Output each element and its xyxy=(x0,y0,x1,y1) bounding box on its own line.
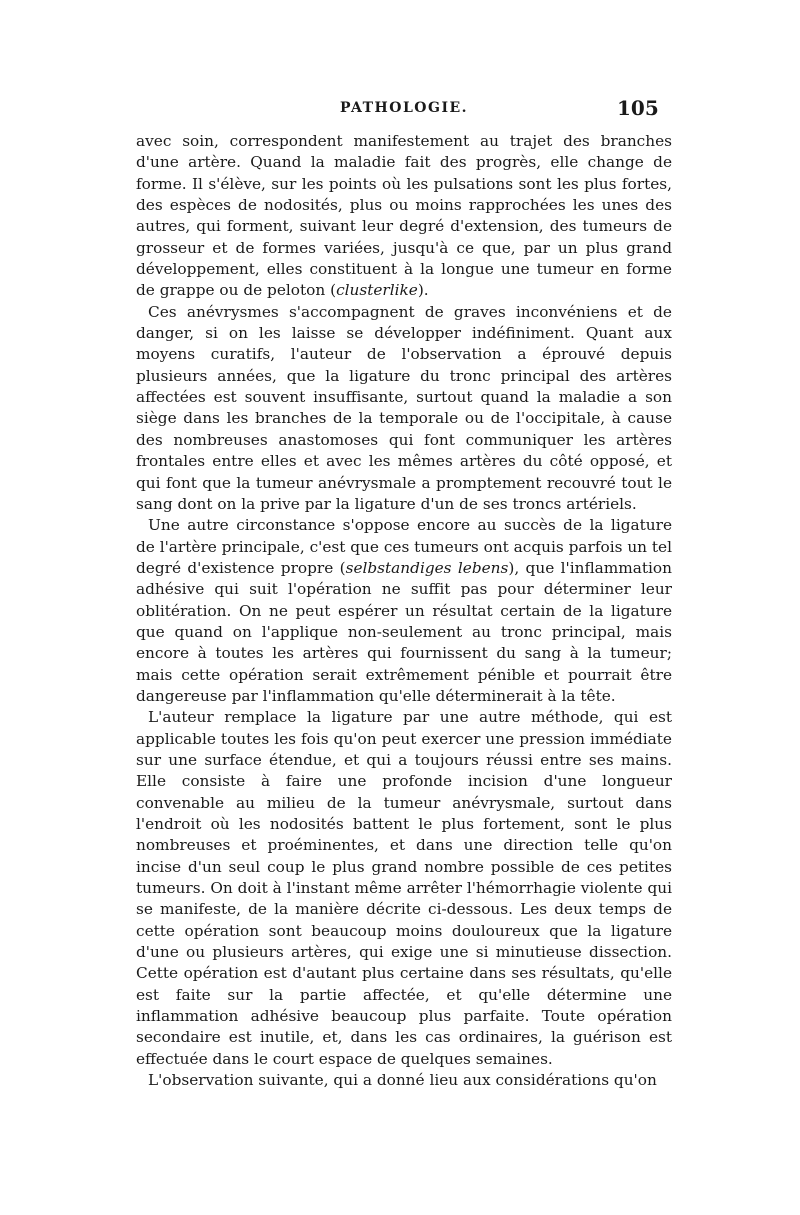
text-run: L'observation suivante, qui a donné lieu aux considérations qu'on xyxy=(148,1071,657,1090)
paragraph-1 xyxy=(136,131,672,302)
running-head xyxy=(0,96,800,124)
paragraph-5 xyxy=(136,1070,672,1091)
paragraph-2 xyxy=(136,302,672,515)
text-run: ), que l'inflammation adhésive qui suit l'opération ne suffit pas pour déterminer leur oblitération. On ne peut espérer un résultat certain de la ligature que quand on l'applique non-seulement au tronc principal, mais encore à toutes les artères qui fournissent du sang à la tumeur; mais cette opération serait extrêmement pénible et pourrait être dangereuse par l'inflammation qu'elle déterminerait à la tête. xyxy=(136,558,672,705)
text-run: Ces anévrysmes s'accompagnent de graves inconvéniens et de danger, si on les laisse se développer indéfiniment. Quant aux moyens curatifs, l'auteur de l'observation a éprouvé depuis plusieurs années, que la ligature du tronc principal des artères affectées est souvent insuffisante, surtout quand la maladie a son siège dans les branches de la temporale ou de l'occipitale, à cause des nombreuses anastomoses qui font communiquer les artères frontales entre elles et avec les mêmes artères du côté opposé, et qui font que la tumeur anévrysmale a promptement recouvré tout le sang dont on la prive par la ligature d'un de ses troncs artériels. xyxy=(136,302,672,513)
text-run: avec soin, correspondent manifestement au trajet des branches d'une artère. Quand la maladie fait des progrès, elle change de forme. Il s'élève, sur les points où les pulsations sont les plus fortes, des espèces de nodosités, plus ou moins rapprochées les unes des autres, qui forment, suivant leur degré d'extension, des tumeurs de grosseur et de formes variées, jusqu'à ce que, par un plus grand développement, elles constituent à la longue une tumeur en forme de grappe ou de peloton ( xyxy=(136,132,672,300)
body-text xyxy=(136,131,672,1091)
italic-term: clusterlike xyxy=(336,281,418,300)
paragraph-3 xyxy=(136,515,672,707)
text-run: Une autre circonstance s'oppose encore au succès de la ligature de l'artère principale, c'est que ces tumeurs ont acquis parfois un tel degré d'existence propre ( xyxy=(136,516,672,577)
italic-term: selbstandiges lebens xyxy=(345,558,509,577)
paragraph-4 xyxy=(136,707,672,1070)
page-number: 105 xyxy=(617,96,659,120)
text-run: ). xyxy=(417,281,429,300)
running-title: PATHOLOGIE. xyxy=(340,100,469,116)
text-run: L'auteur remplace la ligature par une autre méthode, qui est applicable toutes les fois qu'on peut exercer une pression immédiate sur une surface étendue, et qui a toujours réussi entre ses mains. Elle consiste à faire une profonde incision d'une longueur convenable au milieu de la tumeur anévrysmale, surtout dans l'endroit où les nodosités battent le plus fortement, sont le plus nombreuses et proéminentes, et dans une direction telle qu'on incise d'un seul coup le plus grand nombre possible de ces petites tumeurs. On doit à l'instant même arrêter l'hémorrhagie violente qui se manifeste, de la manière décrite ci-dessous. Les deux temps de cette opération sont beaucoup moins douloureux que la ligature d'une ou plusieurs artères, qui exige une si minutieuse dissection. Cette opération est d'autant plus certaine dans ses résultats, qu'elle est faite sur la partie affectée, et qu'elle détermine une inflammation adhésive beaucoup plus parfaite. Toute opération secondaire est inutile, et, dans les cas ordinaires, la guérison est effectuée dans le court espace de quelques semaines. xyxy=(136,708,672,1068)
